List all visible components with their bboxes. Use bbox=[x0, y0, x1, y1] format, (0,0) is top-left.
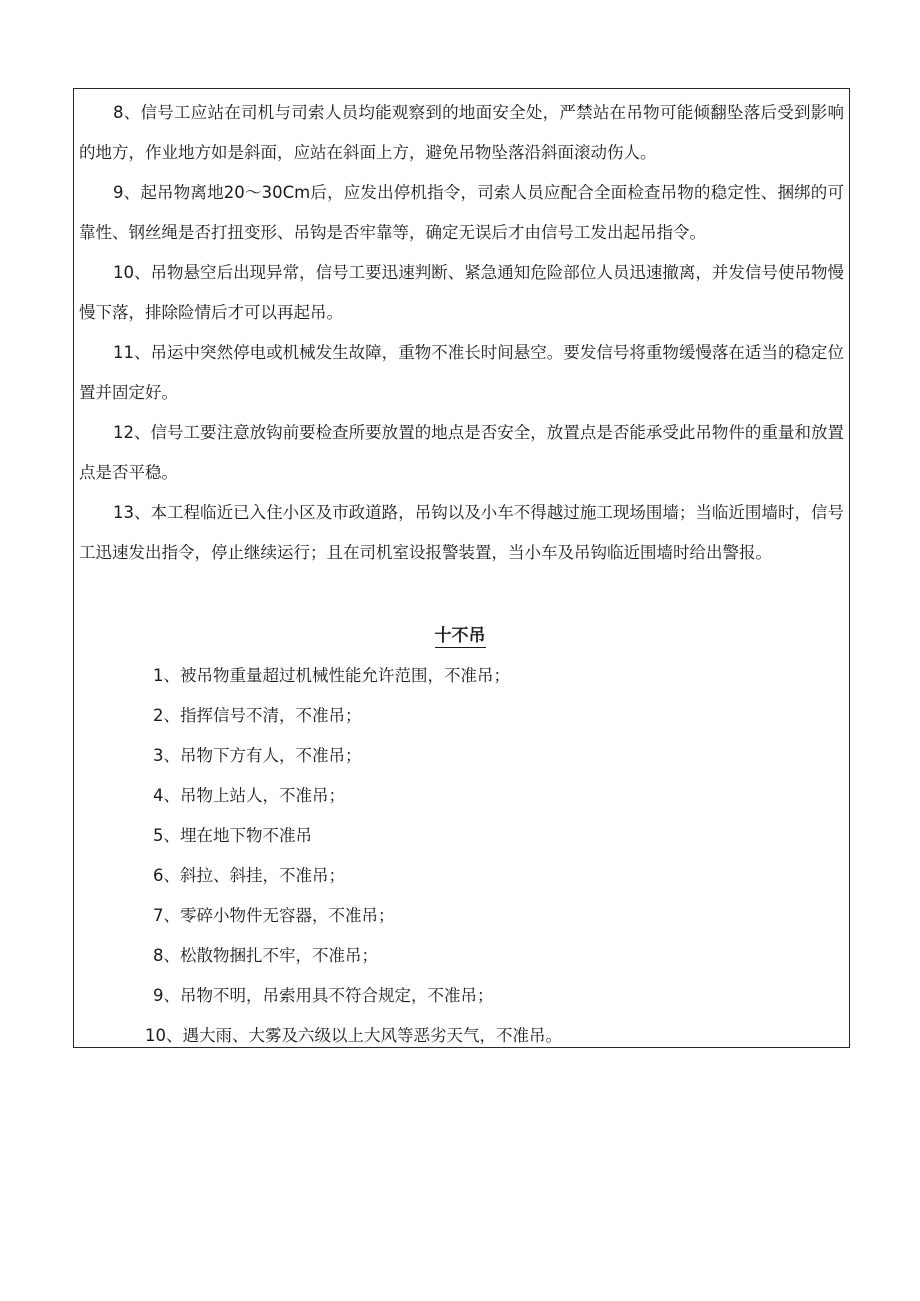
rule-item-1: 1、被吊物重量超过机械性能允许范围，不准吊； bbox=[153, 666, 510, 685]
section-title: 十不吊 bbox=[434, 626, 486, 646]
paragraph-10: 10、吊物悬空后出现异常，信号工要迅速判断、紧急通知危险部位人员迅速撤离，并发信号使吊物慢慢下落，排除险情后才可以再起吊。 bbox=[79, 263, 844, 322]
rule-item-9: 9、吊物不明，吊索用具不符合规定，不准吊； bbox=[153, 986, 494, 1005]
rule-item-2: 2、指挥信号不清，不准吊； bbox=[153, 706, 362, 725]
rule-item-6: 6、斜拉、斜挂，不准吊； bbox=[153, 866, 345, 885]
rule-item-10: 10、遇大雨、大雾及六级以上大风等恶劣天气，不准吊。 bbox=[145, 1026, 562, 1045]
rule-item-7: 7、零碎小物件无容器，不准吊； bbox=[153, 906, 395, 925]
paragraph-8: 8、信号工应站在司机与司索人员均能观察到的地面安全处，严禁站在吊物可能倾翻坠落后受到影响的地方，作业地方如是斜面，应站在斜面上方，避免吊物坠落沿斜面滚动伤人。 bbox=[79, 103, 844, 162]
rule-item-3: 3、吊物下方有人，不准吊； bbox=[153, 746, 362, 765]
paragraph-9: 9、起吊物离地20～30Cm后，应发出停机指令，司索人员应配合全面检查吊物的稳定性、捆绑的可靠性、钢丝绳是否打扭变形、吊钩是否牢靠等，确定无误后才由信号工发出起吊指令。 bbox=[79, 183, 844, 242]
section-heading bbox=[0, 616, 920, 656]
paragraph-12: 12、信号工要注意放钩前要检查所要放置的地点是否安全，放置点是否能承受此吊物件的重量和放置点是否平稳。 bbox=[79, 423, 844, 482]
rule-item-4: 4、吊物上站人，不准吊； bbox=[153, 786, 345, 805]
paragraph-11: 11、吊运中突然停电或机械发生故障，重物不准长时间悬空。要发信号将重物缓慢落在适当的稳定位置并固定好。 bbox=[79, 343, 844, 402]
rule-item-8: 8、松散物捆扎不牢，不准吊； bbox=[153, 946, 378, 965]
rule-item-5: 5、埋在地下物不准吊 bbox=[153, 826, 312, 845]
paragraph-13: 13、本工程临近已入住小区及市政道路，吊钩以及小车不得越过施工现场围墙；当临近围墙时，信号工迅速发出指令，停止继续运行；且在司机室设报警装置，当小车及吊钩临近围墙时给出警报。 bbox=[79, 503, 844, 562]
